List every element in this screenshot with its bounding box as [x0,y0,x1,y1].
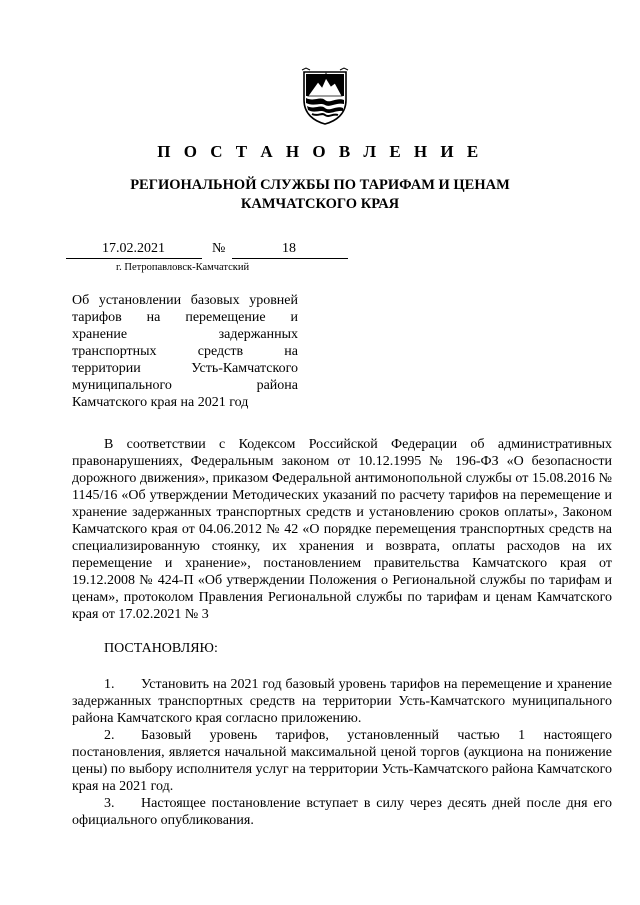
subject-line: тарифов на перемещение и [72,310,298,325]
item-number: 2. [104,728,115,743]
document-city: г. Петропавловск-Камчатский [116,262,250,273]
list-item [72,727,612,795]
subject-line: Об установлении базовых уровней [72,293,298,308]
item-text: Базовый уровень тарифов, установленный частью 1 настоящего постановления, является начальной максимальной ценой торгов (аукциона на понижение цены) по выбору исполнителя услуг на территории Усть-Камчатского района Камчатского края на 2021 год. [72,728,612,794]
date-number-line [0,241,640,261]
items-list [72,676,612,829]
resolve-word: ПОСТАНОВЛЯЮ: [104,641,218,656]
subject-line: хранение задержанных [72,327,298,342]
authority-line-2: КАМЧАТСКОГО КРАЯ [240,196,400,212]
subject-line: территории Усть-Камчатского [72,361,298,376]
document-number: 18 [282,241,296,256]
number-underline [232,258,348,259]
item-number: 3. [104,796,115,811]
subject-line: муниципального района [72,378,298,393]
preamble-section [72,436,612,623]
resolve-section [72,640,612,657]
authority-line-1: РЕГИОНАЛЬНОЙ СЛУЖБЫ ПО ТАРИФАМ И ЦЕНАМ [130,177,510,193]
document-title: П О С Т А Н О В Л Е Н И Е [157,142,483,161]
preamble-paragraph: В соответствии с Кодексом Российской Федерации об административных правонарушениях, Федеральным законом от 10.12.1995 № 196-ФЗ «О безопасности дорожного движения», приказом Федеральной антимонопольной службы от 15.08.2016 № 1145/16 «Об утверждении Методических указаний по расчету тарифов на перемещение и хранение задержанных транспортных средств и установлению сроков оплаты», Законом Камчатского края от 04.06.2012 № 42 «О порядке перемещения транспортных средств на специализированную стоянку, их хранения и возврата, оплаты расходов на их перемещение и хранение», постановлением правительства Камчатского края от 19.12.2008 № 424-П «Об утверждении Положения о Региональной службы по тарифам и ценам», протоколом Правления Региональной службы по тарифам и ценам Камчатского края от 17.02.2021 № 3 [72,437,612,622]
item-number: 1. [104,677,115,692]
date-underline [66,258,202,259]
coat-of-arms-icon [300,66,350,126]
item-text: Настоящее постановление вступает в силу через десять дней после дня его официального опубликования. [72,796,612,828]
subject-line: Камчатского края на 2021 год [72,395,249,410]
document-subject [72,292,298,411]
number-sign: № [212,241,226,256]
document-date: 17.02.2021 [102,241,165,256]
list-item [72,795,612,829]
list-item [72,676,612,727]
item-text: Установить на 2021 год базовый уровень тарифов на перемещение и хранение задержанных транспортных средств на территории Усть-Камчатского муниципального района Камчатского края согласно приложению. [72,677,612,726]
subject-line: транспортных средств на [72,344,298,359]
issuing-authority [100,176,540,214]
